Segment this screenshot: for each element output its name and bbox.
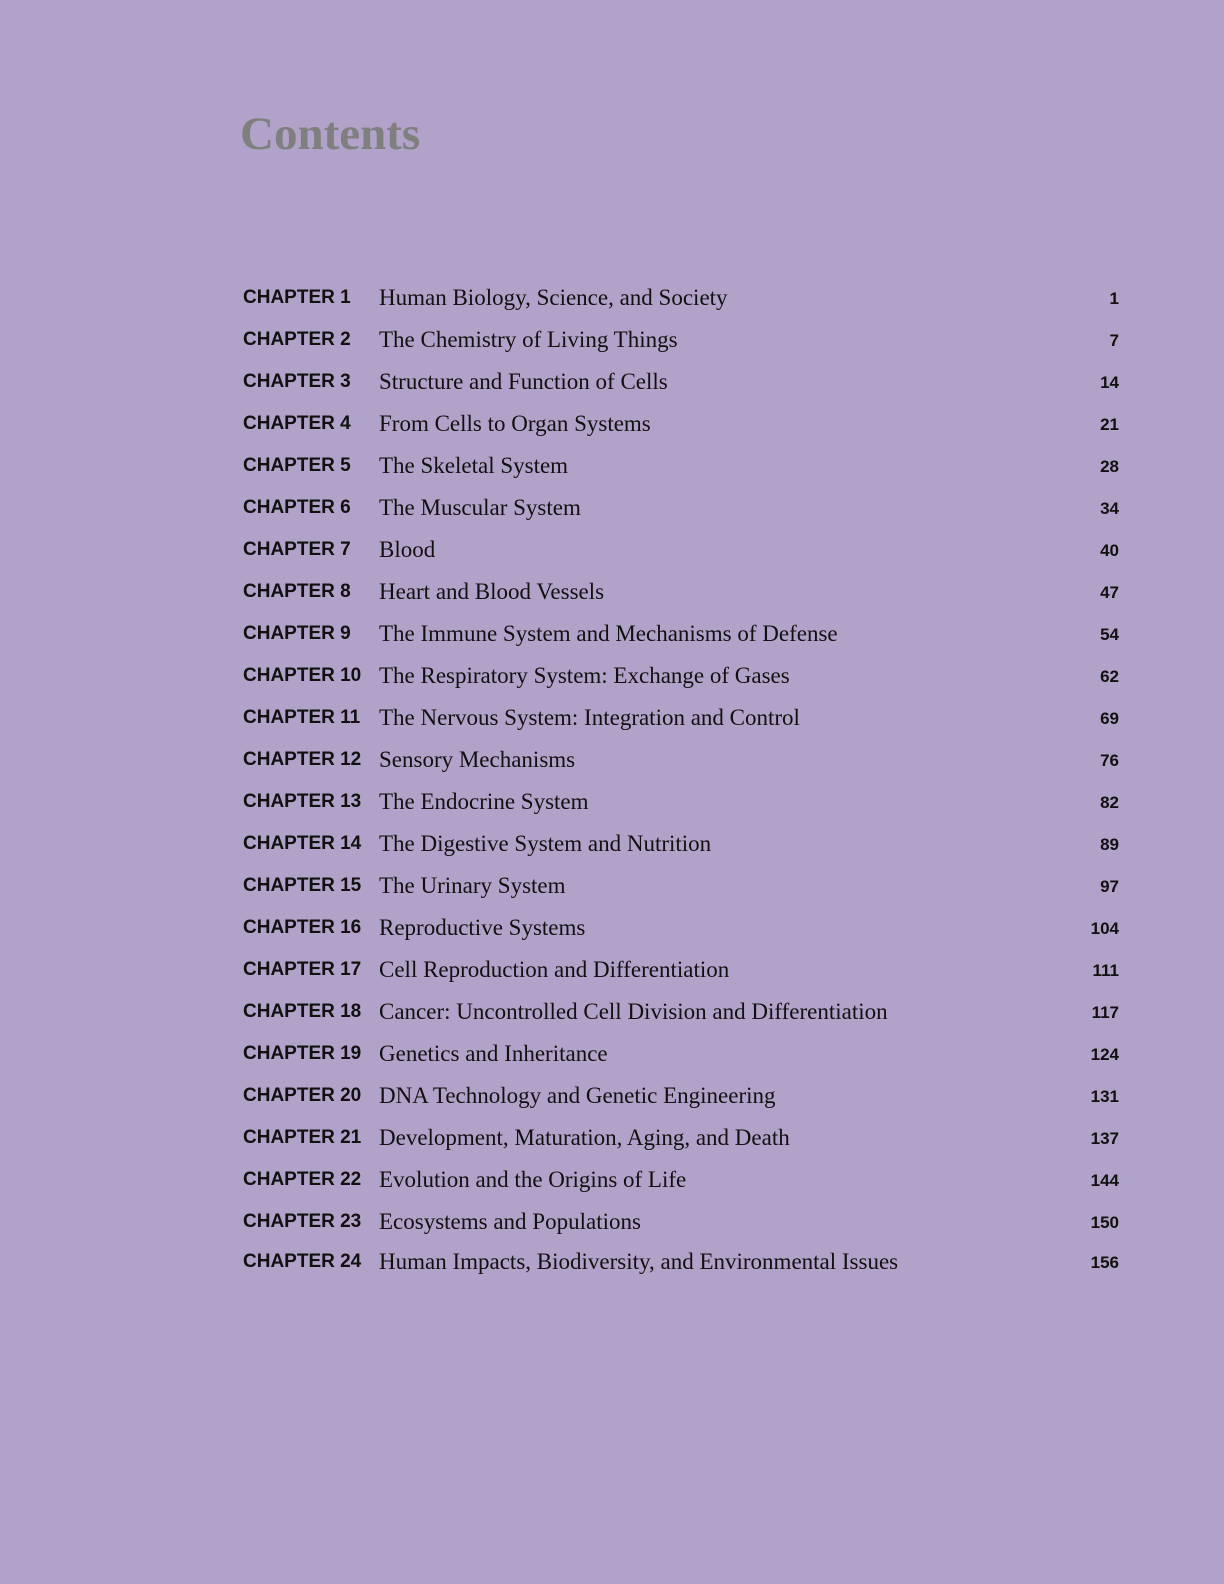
chapter-number: CHAPTER 24 [243,1251,362,1272]
chapter-title: Evolution and the Origins of Life [379,1167,687,1192]
toc-entry [243,949,1119,991]
toc-entry [243,1075,1119,1117]
chapter-number: CHAPTER 18 [243,1001,362,1022]
chapter-title: Blood [379,537,436,562]
toc-entry [243,1159,1119,1201]
chapter-page-number: 40 [1100,541,1119,560]
toc-entry [243,865,1119,907]
chapter-title: The Digestive System and Nutrition [379,831,712,856]
chapter-title: The Muscular System [379,495,581,520]
toc-entry [243,529,1119,571]
chapter-page-number: 150 [1090,1213,1119,1232]
chapter-page-number: 76 [1100,751,1119,770]
toc-entry [243,1117,1119,1159]
chapter-number: CHAPTER 9 [243,623,351,644]
chapter-title: Human Biology, Science, and Society [379,285,728,310]
chapter-title: Sensory Mechanisms [379,747,576,772]
toc-entry [243,445,1119,487]
chapter-number: CHAPTER 8 [243,581,351,602]
chapter-number: CHAPTER 16 [243,917,362,938]
chapter-number: CHAPTER 4 [243,413,351,434]
toc-entry [243,403,1119,445]
chapter-number: CHAPTER 14 [243,833,362,854]
chapter-page-number: 1 [1109,289,1119,308]
chapter-number: CHAPTER 6 [243,497,351,518]
chapter-page-number: 47 [1100,583,1119,602]
chapter-number: CHAPTER 2 [243,329,351,350]
toc-entry [243,319,1119,361]
chapter-page-number: 137 [1090,1129,1119,1148]
chapter-number: CHAPTER 12 [243,749,362,770]
toc-entry [243,823,1119,865]
chapter-number: CHAPTER 13 [243,791,362,812]
chapter-title: The Skeletal System [379,453,569,478]
toc-entry [243,487,1119,529]
table-of-contents [243,277,1119,1281]
chapter-title: Cell Reproduction and Differentiation [379,957,730,982]
chapter-title: Human Impacts, Biodiversity, and Environmental Issues [379,1249,899,1274]
toc-entry [243,739,1119,781]
chapter-page-number: 34 [1100,499,1119,518]
chapter-title: The Nervous System: Integration and Control [379,705,800,730]
chapter-page-number: 69 [1100,709,1119,728]
chapter-title: Structure and Function of Cells [379,369,668,394]
chapter-page-number: 54 [1100,625,1119,644]
toc-entry [243,571,1119,613]
chapter-title: The Urinary System [379,873,566,898]
chapter-page-number: 97 [1100,877,1119,896]
chapter-page-number: 7 [1109,331,1119,350]
chapter-page-number: 156 [1090,1253,1119,1272]
toc-entry [243,1243,1119,1281]
toc-entry [243,907,1119,949]
chapter-number: CHAPTER 17 [243,959,362,980]
chapter-title: The Respiratory System: Exchange of Gases [379,663,790,688]
chapter-number: CHAPTER 19 [243,1043,362,1064]
chapter-number: CHAPTER 22 [243,1169,362,1190]
chapter-page-number: 62 [1100,667,1119,686]
chapter-page-number: 117 [1091,1003,1119,1022]
chapter-title: From Cells to Organ Systems [379,411,651,436]
chapter-title: Development, Maturation, Aging, and Death [379,1125,790,1150]
chapter-page-number: 144 [1090,1171,1119,1190]
chapter-number: CHAPTER 5 [243,455,351,476]
toc-entry [243,277,1119,319]
chapter-page-number: 131 [1090,1087,1119,1106]
chapter-title: Heart and Blood Vessels [379,579,605,604]
chapter-number: CHAPTER 3 [243,371,351,392]
toc-entry [243,697,1119,739]
toc-entry [243,361,1119,403]
toc-entry [243,613,1119,655]
chapter-number: CHAPTER 20 [243,1085,362,1106]
toc-entry [243,655,1119,697]
chapter-page-number: 104 [1090,919,1119,938]
chapter-page-number: 124 [1090,1045,1119,1064]
chapter-number: CHAPTER 10 [243,665,362,686]
chapter-page-number: 14 [1100,373,1119,392]
chapter-title: The Endocrine System [379,789,589,814]
chapter-page-number: 28 [1100,457,1119,476]
chapter-title: Cancer: Uncontrolled Cell Division and Differentiation [379,999,888,1024]
chapter-title: The Chemistry of Living Things [379,327,678,352]
chapter-page-number: 82 [1100,793,1119,812]
chapter-page-number: 89 [1100,835,1119,854]
chapter-page-number: 21 [1100,415,1119,434]
toc-entry [243,781,1119,823]
chapter-number: CHAPTER 21 [243,1127,362,1148]
chapter-title: DNA Technology and Genetic Engineering [379,1083,776,1108]
chapter-title: Reproductive Systems [379,915,586,940]
chapter-number: CHAPTER 1 [243,287,351,308]
toc-entry [243,1201,1119,1243]
chapter-title: Genetics and Inheritance [379,1041,608,1066]
chapter-title: Ecosystems and Populations [379,1209,641,1234]
chapter-number: CHAPTER 15 [243,875,362,896]
chapter-number: CHAPTER 7 [243,539,351,560]
chapter-page-number: 111 [1092,961,1119,980]
chapter-number: CHAPTER 11 [243,707,361,728]
toc-entry [243,991,1119,1033]
page-title: Contents [240,108,421,160]
toc-entry [243,1033,1119,1075]
chapter-title: The Immune System and Mechanisms of Defense [379,621,838,646]
chapter-number: CHAPTER 23 [243,1211,362,1232]
